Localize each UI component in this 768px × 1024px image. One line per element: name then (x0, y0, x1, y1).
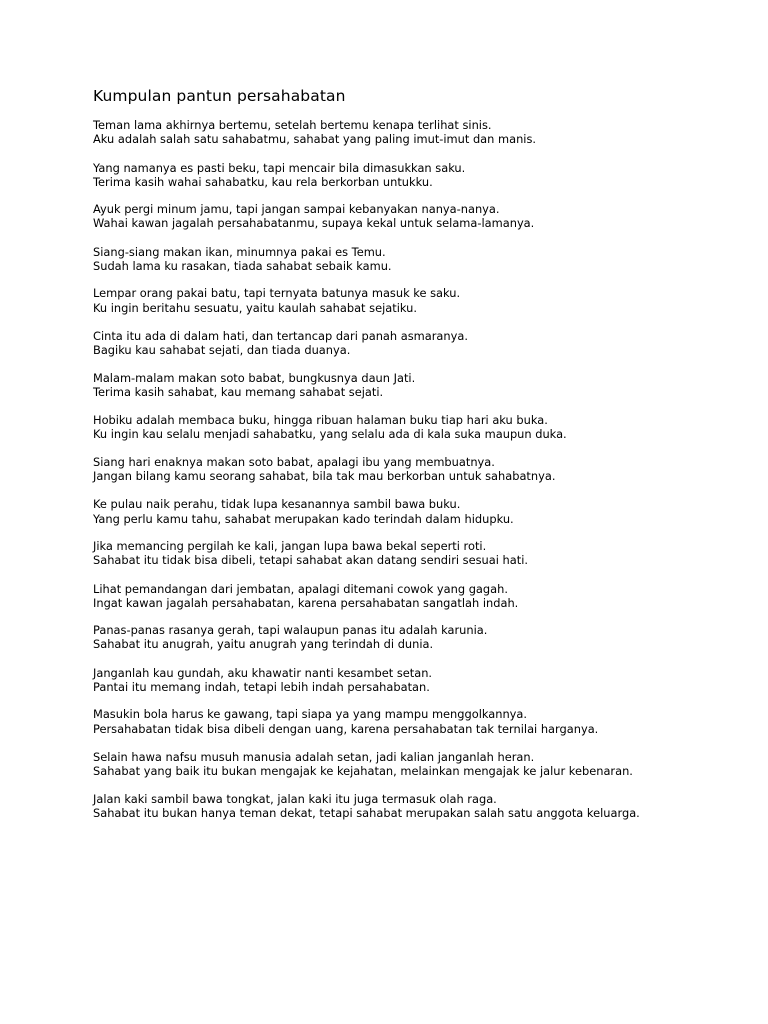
pantun-line: Yang perlu kamu tahu, sahabat merupakan kado terindah dalam hidupku. (93, 511, 514, 526)
pantun-line: Persahabatan tidak bisa dibeli dengan uang, karena persahabatan tak ternilai harganya. (93, 721, 599, 736)
pantun-stanza (93, 623, 733, 652)
pantun-line: Siang-siang makan ikan, minumnya pakai es Temu. (93, 244, 386, 259)
pantun-line: Janganlah kau gundah, aku khawatir nanti kesambet setan. (93, 665, 433, 680)
pantun-stanza (93, 245, 733, 274)
pantun-line: Aku adalah salah satu sahabatmu, sahabat yang paling imut-imut dan manis. (93, 132, 537, 147)
pantun-line: Terima kasih wahai sahabatku, kau rela berkorban untukku. (93, 174, 433, 189)
pantun-line: Ku ingin beritahu sesuatu, yaitu kaulah sahabat sejatiku. (93, 300, 417, 315)
pantun-line: Lempar orang pakai batu, tapi ternyata batunya masuk ke saku. (93, 286, 461, 301)
pantun-stanza (93, 202, 733, 231)
pantun-stanza (93, 455, 733, 484)
pantun-stanza (93, 792, 733, 821)
pantun-stanza (93, 329, 733, 358)
document-page (93, 86, 733, 820)
pantun-stanza (93, 539, 733, 568)
pantun-line: Malam-malam makan soto babat, bungkusnya daun Jati. (93, 370, 416, 385)
pantun-stanza (93, 286, 733, 315)
pantun-line: Ayuk pergi minum jamu, tapi jangan sampai kebanyakan nanya-nanya. (93, 202, 500, 217)
pantun-line: Ke pulau naik perahu, tidak lupa kesanannya sambil bawa buku. (93, 497, 461, 512)
pantun-stanza (93, 750, 733, 779)
pantun-stanza (93, 707, 733, 736)
pantun-group (93, 539, 733, 610)
pantun-group (93, 455, 733, 526)
pantun-line: Sudah lama ku rasakan, tiada sahabat sebaik kamu. (93, 259, 392, 274)
pantun-line: Sahabat itu bukan hanya teman dekat, tetapi sahabat merupakan salah satu anggota keluarga. (93, 805, 640, 820)
pantun-line: Masukin bola harus ke gawang, tapi siapa ya yang mampu menggolkannya. (93, 707, 528, 722)
pantun-group (93, 286, 733, 357)
pantun-stanza (93, 413, 733, 442)
pantun-group (93, 623, 733, 694)
pantun-line: Terima kasih sahabat, kau memang sahabat sejati. (93, 384, 384, 399)
pantun-group (93, 202, 733, 273)
pantun-group (93, 118, 733, 189)
pantun-line: Sahabat itu tidak bisa dibeli, tetapi sahabat akan datang sendiri sesuai hati. (93, 553, 528, 568)
pantun-stanza (93, 161, 733, 190)
pantun-line: Hobiku adalah membaca buku, hingga ribuan halaman buku tiap hari aku buka. (93, 413, 548, 428)
pantun-stanza (93, 497, 733, 526)
pantun-line: Wahai kawan jagalah persahabatanmu, supaya kekal untuk selama-lamanya. (93, 216, 535, 231)
pantun-stanza (93, 118, 733, 147)
pantun-stanza (93, 666, 733, 695)
pantun-line: Cinta itu ada di dalam hati, dan tertancap dari panah asmaranya. (93, 328, 468, 343)
pantun-group (93, 371, 733, 442)
pantun-line: Jalan kaki sambil bawa tongkat, jalan kaki itu juga termasuk olah raga. (93, 791, 497, 806)
pantun-line: Sahabat yang baik itu bukan mengajak ke kejahatan, melainkan mengajak ke jalur kebenaran. (93, 764, 633, 779)
pantun-line: Pantai itu memang indah, tetapi lebih indah persahabatan. (93, 680, 430, 695)
pantun-line: Ingat kawan jagalah persahabatan, karena persahabatan sangatlah indah. (93, 595, 519, 610)
pantun-line: Panas-panas rasanya gerah, tapi walaupun panas itu adalah karunia. (93, 623, 488, 638)
pantun-line: Teman lama akhirnya bertemu, setelah bertemu kenapa terlihat sinis. (93, 118, 492, 132)
pantun-line: Ku ingin kau selalu menjadi sahabatku, yang selalu ada di kala suka maupun duka. (93, 427, 567, 442)
pantun-stanza (93, 371, 733, 400)
pantun-line: Yang namanya es pasti beku, tapi mencair bila dimasukkan saku. (93, 160, 466, 175)
pantun-line: Lihat pemandangan dari jembatan, apalagi ditemani cowok yang gagah. (93, 581, 508, 596)
pantun-group (93, 792, 733, 821)
pantun-line: Jika memancing pergilah ke kali, jangan lupa bawa bekal seperti roti. (93, 538, 487, 553)
pantun-line: Jangan bilang kamu seorang sahabat, bila tak mau berkorban untuk sahabatnya. (93, 469, 556, 484)
page-title: Kumpulan pantun persahabatan (93, 87, 346, 105)
pantun-group (93, 707, 733, 778)
pantun-collection (93, 118, 733, 820)
pantun-line: Selain hawa nafsu musuh manusia adalah setan, jadi kalian janganlah heran. (93, 749, 535, 764)
pantun-line: Sahabat itu anugrah, yaitu anugrah yang terindah di dunia. (93, 637, 434, 652)
pantun-stanza (93, 582, 733, 611)
pantun-line: Bagiku kau sahabat sejati, dan tiada duanya. (93, 343, 351, 358)
pantun-line: Siang hari enaknya makan soto babat, apalagi ibu yang membuatnya. (93, 454, 495, 469)
